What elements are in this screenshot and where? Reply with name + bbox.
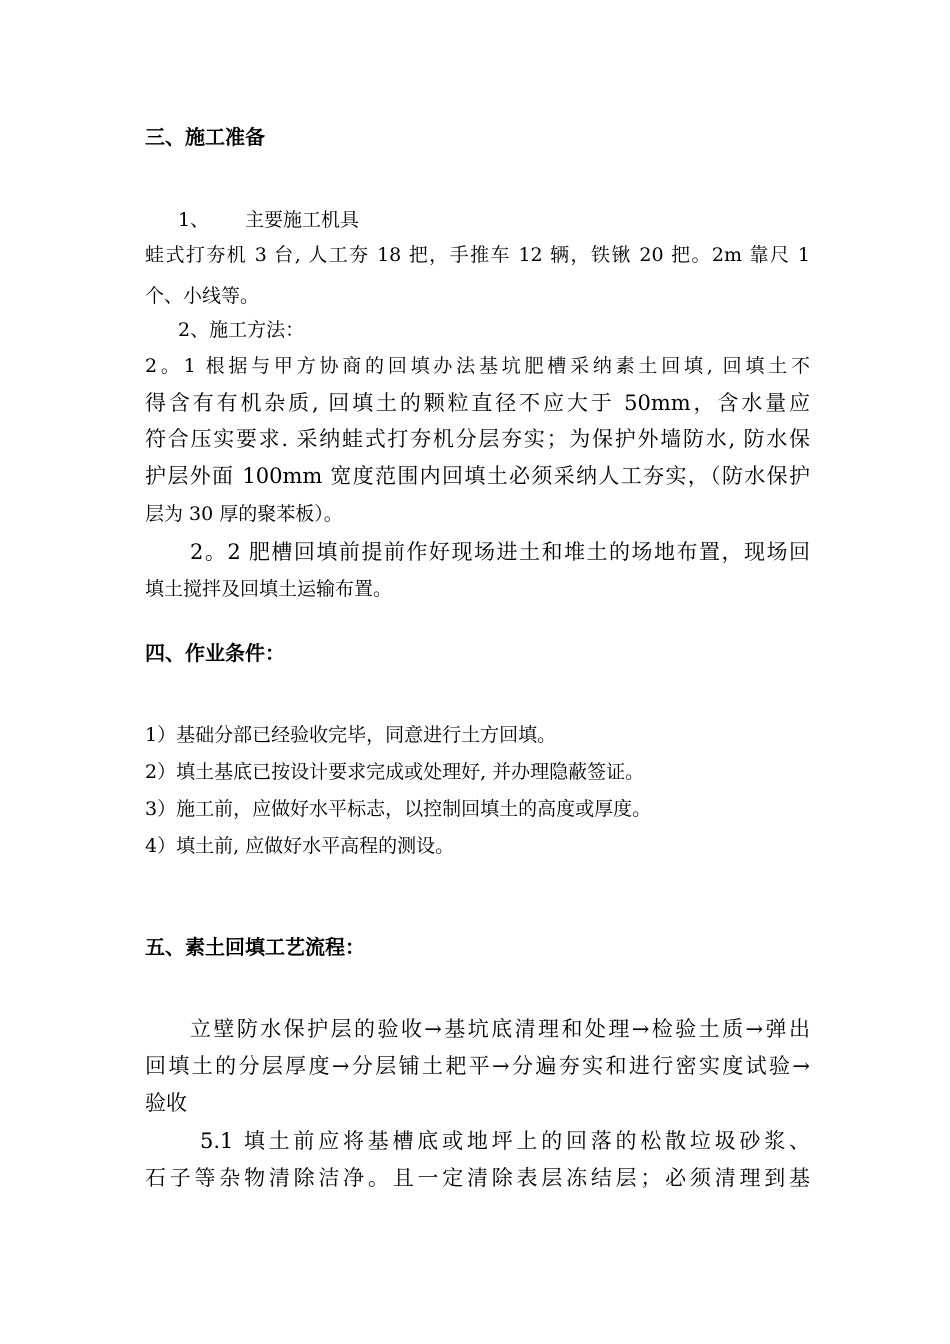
section-3-item-1-line-1: 蛙式打夯机 3 台, 人工夯 18 把，手推车 12 辆，铁锹 20 把。2m 靠尺 1 — [145, 244, 810, 266]
section-4-item-2: 2）填土基底已按设计要求完成或处理好, 并办理隐蔽签证。 — [145, 761, 645, 783]
section-4-item-4: 4）填土前, 应做好水平高程的测设。 — [145, 835, 455, 857]
section-4-item-1: 1）基础分部已经验收完毕，同意进行土方回填。 — [145, 724, 557, 746]
section-3-item-1-title: 主要施工机具 — [245, 209, 360, 231]
section-4-heading: 四、作业条件： — [145, 641, 285, 665]
section-5-para-5-1-line-2: 石子等杂物清除洁净。且一定清除表层冻结层；必须清理到基 — [145, 1166, 810, 1190]
section-5-heading: 五、素土回填工艺流程： — [145, 935, 365, 959]
section-3-heading: 三、施工准备 — [145, 125, 265, 149]
section-3-para-2-1-line-1: 2。1 根据与甲方协商的回填办法基坑肥槽采纳素土回填, 回填土不 — [145, 355, 810, 377]
section-3-para-2-2-line-1: 2。2 肥槽回填前提前作好现场进土和堆土的场地布置，现场回 — [190, 540, 810, 564]
section-3-para-2-1-line-3: 符合压实要求. 采纳蛙式打夯机分层夯实；为保护外墙防水, 防水保 — [145, 427, 810, 451]
section-3-item-1-number: 1、 — [178, 209, 210, 231]
section-3-item-2-title: 2、施工方法： — [178, 319, 305, 341]
section-5-flow-line-3: 验收 — [145, 1091, 187, 1115]
section-3-para-2-1-line-2: 得含有有机杂质, 回填土的颗粒直径不应大于 50mm，含水量应 — [145, 391, 810, 415]
section-4-item-3: 3）施工前，应做好水平标志，以控制回填土的高度或厚度。 — [145, 798, 652, 820]
section-3-item-1-line-2: 个、小线等。 — [145, 285, 260, 307]
section-3-para-2-1-line-5: 层为 30 厚的聚苯板）。 — [145, 503, 343, 525]
section-5-para-5-1-line-1: 5.1 填土前应将基槽底或地坪上的回落的松散垃圾砂浆、 — [200, 1129, 810, 1153]
section-3-para-2-2-line-2: 填土搅拌及回填土运输布置。 — [145, 578, 393, 600]
section-5-flow-line-2: 回填土的分层厚度→分层铺土耙平→分遍夯实和进行密实度试验→ — [145, 1054, 810, 1078]
section-3-para-2-1-line-4: 护层外面 100mm 宽度范围内回填土必须采纳人工夯实，（防水保护 — [145, 464, 810, 488]
section-5-flow-line-1: 立壁防水保护层的验收→基坑底清理和处理→检验土质→弹出 — [190, 1017, 810, 1041]
